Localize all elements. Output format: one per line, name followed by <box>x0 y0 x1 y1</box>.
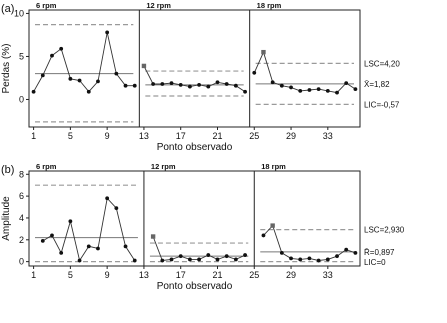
data-point <box>326 258 330 262</box>
data-point <box>335 254 339 258</box>
data-point <box>188 85 192 89</box>
x-axis-label: Ponto observado <box>156 142 233 153</box>
y-axis-label: Amplitude <box>1 196 12 241</box>
y-tick-label: 8 <box>18 169 24 180</box>
x-tick-label: 25 <box>249 131 260 141</box>
x-tick-label: 21 <box>212 270 223 280</box>
plot-frame <box>29 10 360 127</box>
data-point <box>87 90 91 94</box>
data-point <box>133 259 137 263</box>
data-point <box>170 81 174 85</box>
x-tick-label: 9 <box>104 131 110 141</box>
chart-panel-0 <box>26 10 360 130</box>
data-point <box>68 77 72 81</box>
x-tick-label: 29 <box>286 270 297 280</box>
data-point <box>197 258 201 262</box>
data-point <box>96 80 100 84</box>
stage-label: 18 rpm <box>256 1 282 10</box>
x-tick-label: 29 <box>286 131 297 141</box>
center-label: R̄=0,897 <box>364 247 395 257</box>
data-point <box>354 87 358 91</box>
series-line <box>254 52 355 92</box>
y-tick-label: 4 <box>18 212 24 223</box>
data-point <box>179 254 183 258</box>
data-point <box>124 84 128 88</box>
data-point <box>354 251 358 255</box>
data-point <box>78 259 82 263</box>
x-tick-label: 13 <box>138 131 149 141</box>
data-point <box>344 248 348 252</box>
data-point <box>59 251 63 255</box>
panel-label: (a) <box>1 3 15 15</box>
series-line <box>34 32 135 91</box>
data-point <box>41 239 45 243</box>
data-point <box>252 71 256 75</box>
data-point <box>105 196 109 200</box>
data-point <box>32 90 36 94</box>
data-point <box>298 258 302 262</box>
data-point <box>160 259 164 263</box>
y-tick-label: 2 <box>18 234 24 245</box>
outlier-point <box>270 223 274 227</box>
data-point <box>170 258 174 262</box>
lcl-label: LIC=0 <box>364 257 386 267</box>
data-point <box>289 86 293 90</box>
data-point <box>317 87 321 91</box>
data-point <box>289 256 293 260</box>
data-point <box>68 219 72 223</box>
data-point <box>151 82 155 86</box>
data-point <box>114 206 118 210</box>
data-point <box>225 254 229 258</box>
data-point <box>78 79 82 83</box>
data-point <box>335 91 339 95</box>
data-point <box>308 256 312 260</box>
data-point <box>280 251 284 255</box>
data-point <box>124 244 128 248</box>
stage-label: 12 rpm <box>150 162 176 171</box>
outlier-point <box>151 234 155 238</box>
y-tick-label: 0 <box>18 94 24 105</box>
data-point <box>243 90 247 94</box>
data-point <box>50 54 54 58</box>
series-line <box>144 66 245 92</box>
data-point <box>133 84 137 88</box>
y-tick-label: 0 <box>18 256 24 267</box>
data-point <box>105 30 109 34</box>
data-point <box>344 81 348 85</box>
ucl-label: LSC=4,20 <box>364 59 400 69</box>
data-point <box>188 258 192 262</box>
x-tick-label: 33 <box>322 270 333 280</box>
data-point <box>59 47 63 51</box>
outlier-point <box>261 50 265 54</box>
series-line <box>43 198 135 260</box>
data-point <box>317 259 321 263</box>
x-tick-label: 1 <box>31 270 37 280</box>
y-axis-label: Perdas (%) <box>1 43 12 94</box>
series-line <box>153 237 245 261</box>
x-tick-label: 13 <box>138 270 149 280</box>
stage-label: 18 rpm <box>261 162 286 171</box>
data-point <box>216 80 220 84</box>
data-point <box>308 88 312 92</box>
data-point <box>262 234 266 238</box>
ucl-label: LSC=2,930 <box>364 225 405 235</box>
data-point <box>114 72 118 76</box>
data-point <box>280 84 284 88</box>
stage-label: 6 rpm <box>36 1 57 10</box>
x-tick-label: 33 <box>322 131 333 141</box>
chart-panel-1 <box>26 171 360 269</box>
data-point <box>326 89 330 93</box>
y-tick-label: 6 <box>18 191 24 202</box>
x-tick-label: 21 <box>212 131 223 141</box>
data-point <box>96 247 100 251</box>
y-tick-label: 5 <box>18 51 24 62</box>
data-point <box>50 234 54 238</box>
x-tick-label: 1 <box>31 131 37 141</box>
data-point <box>206 85 210 89</box>
data-point <box>243 253 247 257</box>
data-point <box>41 73 45 77</box>
lcl-label: LIC=-0,57 <box>364 100 400 110</box>
stage-label: 6 rpm <box>36 162 57 171</box>
x-axis-label: Ponto observado <box>156 281 233 292</box>
panel-label: (b) <box>1 164 15 176</box>
data-point <box>87 244 91 248</box>
data-point <box>179 83 183 87</box>
data-point <box>197 83 201 87</box>
x-tick-label: 5 <box>67 131 73 141</box>
series-line <box>264 226 356 261</box>
x-tick-label: 25 <box>249 270 260 280</box>
y-tick-label: 10 <box>13 8 24 19</box>
x-tick-label: 5 <box>67 270 73 280</box>
x-tick-label: 17 <box>175 270 186 280</box>
stage-label: 12 rpm <box>146 1 171 10</box>
x-tick-label: 17 <box>175 131 186 141</box>
data-point <box>298 89 302 93</box>
data-point <box>225 82 229 86</box>
data-point <box>234 84 238 88</box>
data-point <box>234 258 238 262</box>
outlier-point <box>142 64 146 68</box>
data-point <box>271 80 275 84</box>
data-point <box>160 82 164 86</box>
data-point <box>206 253 210 257</box>
center-label: X̄=1,82 <box>364 79 390 89</box>
data-point <box>216 258 220 262</box>
x-tick-label: 9 <box>104 270 110 280</box>
